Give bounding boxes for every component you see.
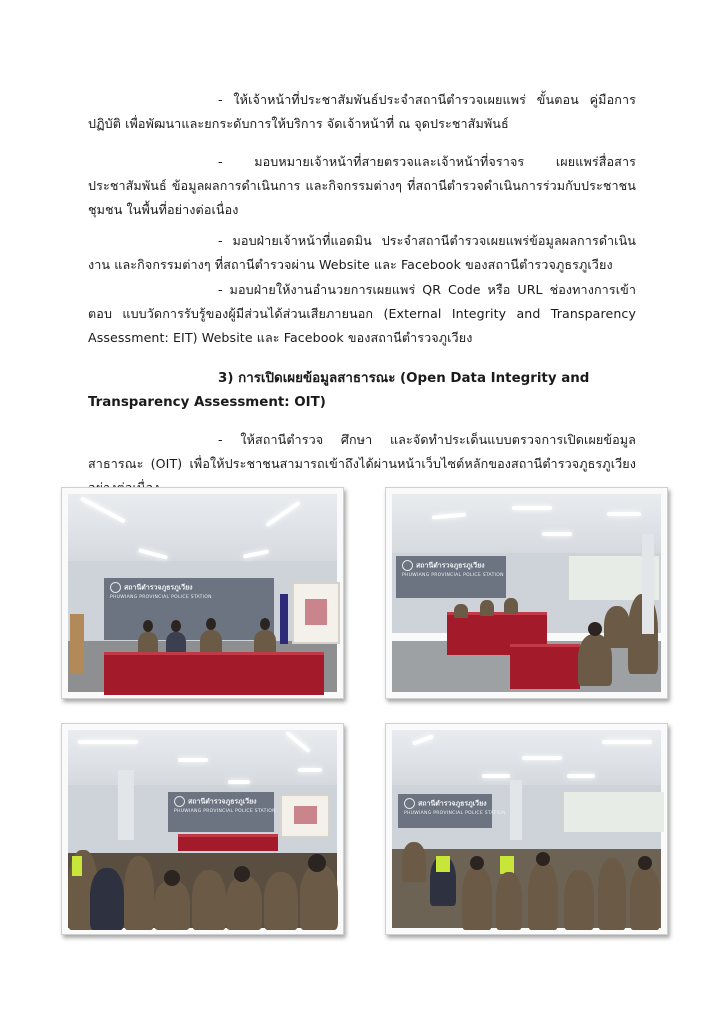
photo-audience-wide-view [385,723,668,935]
banner-subtitle: PHUWIANG PROVINCIAL POLICE STATION [110,594,212,600]
station-banner [168,792,274,832]
banner-subtitle: PHUWIANG PROVINCIAL POLICE STATION [402,572,504,578]
paragraph-admin-website [88,229,636,277]
projector-screen [292,582,340,644]
photo-scene [68,494,337,692]
police-emblem-icon [402,560,413,571]
projector-screen [280,794,330,838]
section-heading-oit [88,367,636,415]
meeting-table [104,652,324,695]
paragraph-eit-qr [88,278,636,350]
police-emblem-icon [174,796,185,807]
paragraph-text: - มอบฝ่ายให้งานอำนวยการเผยแพร่ QR Code หรือ URL ช่องทางการเข้าตอบ แบบวัดการรับรู้ของผู้มีส่วนได้ส่วนเสียภายนอก (External Integrity and Transparency Assessment: EIT) Website และ Facebook ของสถานีตำรวจภูเวียง [88,282,636,345]
photo-meeting-side-view [385,487,668,699]
photo-meeting-front-table [61,487,344,699]
banner-title: สถานีตำรวจภูธรภูเวียง [416,561,485,570]
police-emblem-icon [110,582,121,593]
banner-subtitle: PHUWIANG PROVINCIAL POLICE STATION [174,808,276,814]
banner-subtitle: PHUWIANG PROVINCIAL POLICE STATION [404,810,506,816]
paragraph-patrol-traffic [88,150,636,222]
heading-text: 3) การเปิดเผยข้อมูลสาธารณะ (Open Data Integrity and Transparency Assessment: OIT) [88,371,590,410]
paragraph-text: - ให้สถานีตำรวจ ศึกษา และจัดทำประเด็นแบบตรวจการเปิดเผยข้อมูลสาธารณะ (OIT) เพื่อให้ประชาชนสามารถเข้าถึงได้ผ่านหน้าเว็บไซต์หลักของสถานีตำรวจภูธรภูเวียง [88,432,636,471]
station-banner [104,578,274,640]
station-banner [396,556,506,598]
photo-scene [392,494,661,692]
paragraph-pr-officer [88,88,636,136]
banner-title: สถานีตำรวจภูธรภูเวียง [124,583,193,592]
photo-scene [68,730,337,928]
station-banner [398,794,506,828]
banner-title: สถานีตำรวจภูธรภูเวียง [188,797,257,806]
paragraph-text: - ให้เจ้าหน้าที่ประชาสัมพันธ์ประจำสถานีตำรวจเผยแพร่ ขั้นตอน คู่มือการปฏิบัติ เพื่อพัฒนาและยกระดับการให้บริการ จัดเจ้าหน้าที่ ณ จุดประชาสัมพันธ์ [88,92,636,131]
paragraph-text: - มอบฝ่ายเจ้าหน้าที่แอดมิน ประจำสถานีตำรวจเผยแพร่ข้อมูลผลการดำเนินงาน และกิจกรรมต่างๆ ที่สถานีตำรวจผ่าน Website และ Facebook ของสถานีตำรวจภูธรภูเวียง [88,233,636,272]
paragraph-text: - มอบหมายเจ้าหน้าที่สายตรวจและเจ้าหน้าที่จราจร เผยแพร่สื่อสารประชาสัมพันธ์ ข้อมูลผลการดำเนินการ และกิจกรรมต่างๆ ที่สถานีตำรวจดำเนินการร่วมกับประชาชน ชุมชน ในพื้นที่อย่างต่อเนื่อง [88,154,636,217]
banner-title: สถานีตำรวจภูธรภูเวียง [418,799,487,808]
photo-audience-back-view [61,723,344,935]
photo-scene [392,730,661,928]
police-emblem-icon [404,798,415,809]
